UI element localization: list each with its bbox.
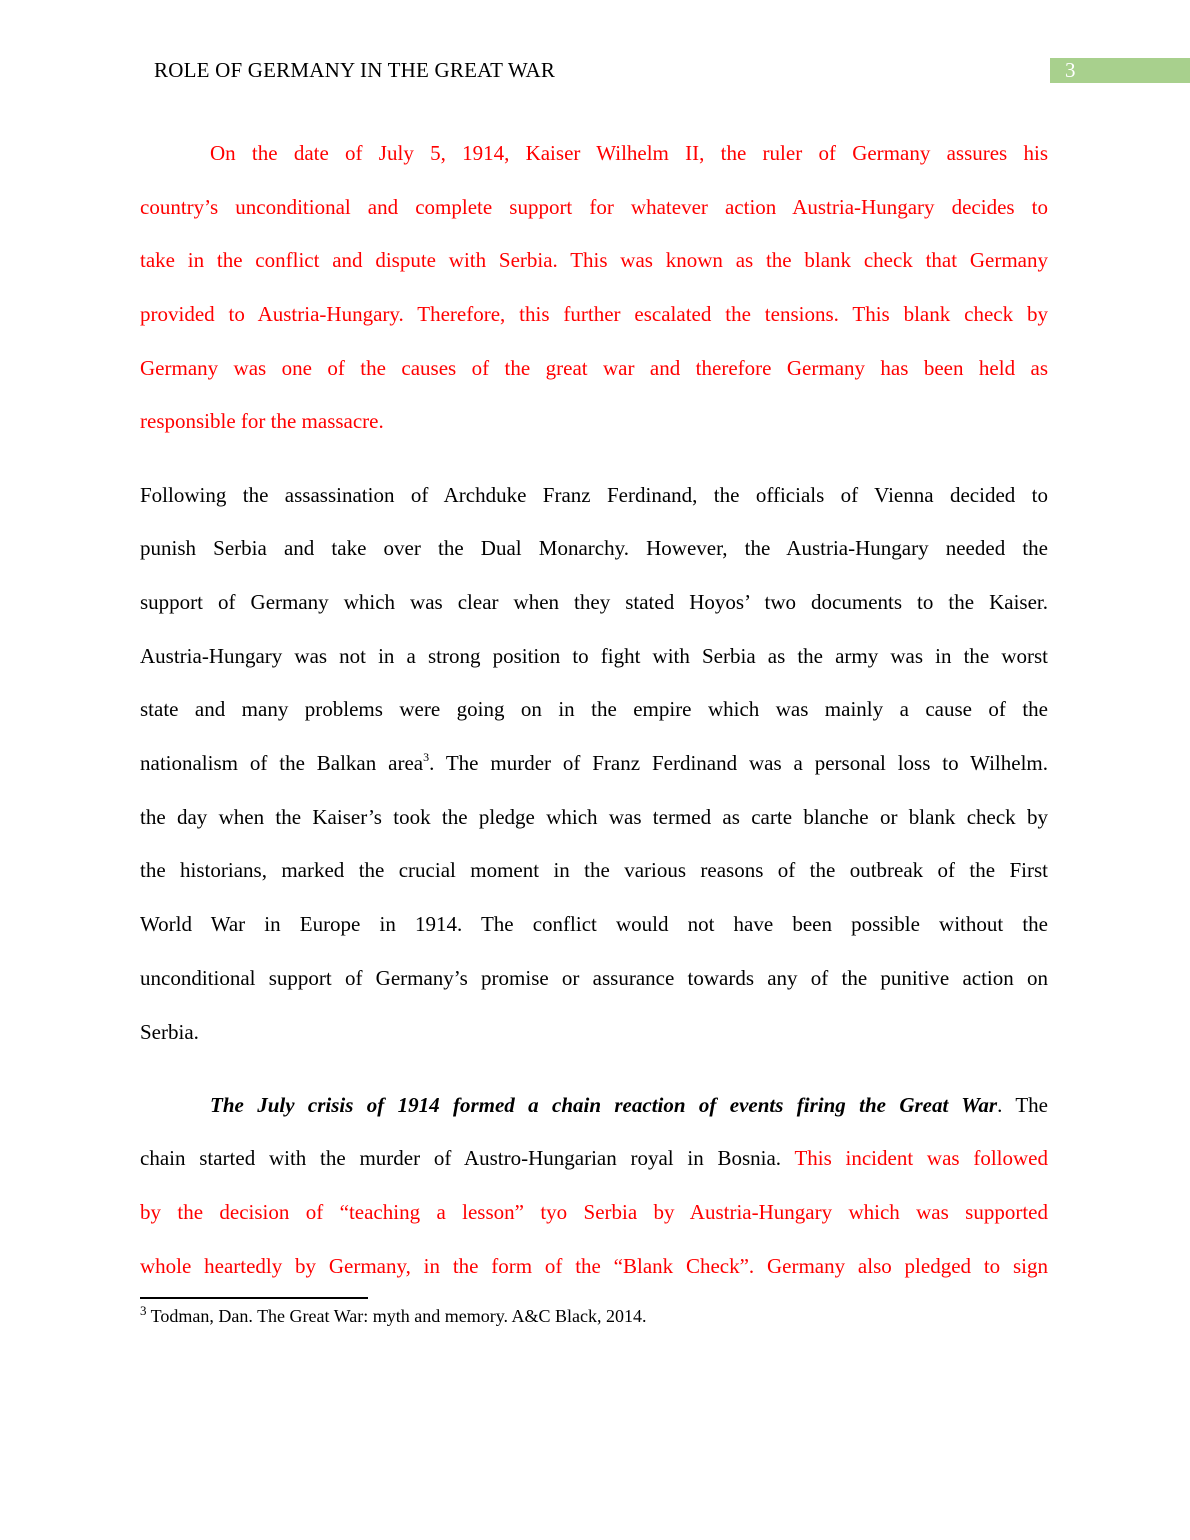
- text-line: [140, 1249, 1048, 1303]
- text-line: [140, 243, 1048, 297]
- text-segment: . The murder of Franz Ferdinand was a personal loss to Wilhelm.: [429, 751, 1049, 776]
- text-segment: nationalism of the Balkan area: [140, 751, 424, 776]
- text-segment: punish Serbia and take over the Dual Monarchy. However, the Austria-Hungary needed the: [140, 536, 1048, 561]
- text-line: [140, 1195, 1048, 1249]
- text-segment: the day when the Kaiser’s took the pledge which was termed as carte blanche or blank check by: [140, 804, 1048, 829]
- text-segment: provided to Austria-Hungary. Therefore, this further escalated the tensions. This blank check by: [140, 302, 1048, 327]
- text-segment: state and many problems were going on in the empire which was mainly a cause of the: [140, 697, 1048, 722]
- text-segment: chain started with the murder of Austro-Hungarian royal in Bosnia.: [140, 1146, 795, 1171]
- text-line: [140, 800, 1048, 854]
- text-segment: Austria-Hungary was not in a strong position to fight with Serbia as the army was in the worst: [140, 643, 1048, 668]
- text-segment: This incident was followed: [794, 1146, 1048, 1171]
- footnote-number: 3: [140, 1303, 147, 1318]
- text-line: [140, 404, 1048, 458]
- text-segment: On the date of July 5, 1914, Kaiser Wilhelm II, the ruler of Germany assures his: [210, 141, 1048, 165]
- text-segment: World War in Europe in 1914. The conflict would not have been possible without the: [140, 912, 1048, 937]
- text-line: [140, 136, 1048, 190]
- text-segment: whole heartedly by Germany, in the form of the “Blank Check”. Germany also pledged to sign: [140, 1253, 1048, 1278]
- text-line: [140, 961, 1048, 1015]
- text-segment: unconditional support of Germany’s promise or assurance towards any of the punitive action on: [140, 965, 1048, 990]
- text-segment: . The: [997, 1092, 1048, 1117]
- text-segment: by the decision of “teaching a lesson” tyo Serbia by Austria-Hungary which was supported: [140, 1200, 1048, 1225]
- text-line: [140, 1088, 1048, 1142]
- text-line: [140, 297, 1048, 351]
- running-header-title: ROLE OF GERMANY IN THE GREAT WAR: [154, 58, 556, 82]
- text-line: [140, 351, 1048, 405]
- text-segment: Serbia.: [140, 1019, 199, 1044]
- page-number: 3: [1050, 58, 1190, 83]
- text-line: [140, 639, 1048, 693]
- text-line: [140, 531, 1048, 585]
- text-segment: support of Germany which was clear when they stated Hoyos’ two documents to the Kaiser.: [140, 590, 1048, 614]
- text-segment: The July crisis of 1914 formed a chain reaction of events firing the Great War: [210, 1092, 998, 1117]
- text-segment: take in the conflict and dispute with Serbia. This was known as the blank check that Germany: [140, 248, 1048, 273]
- text-line: [140, 190, 1048, 244]
- text-line: [140, 1141, 1048, 1195]
- paragraph: [140, 478, 1048, 1069]
- footnote-reference: 3: [423, 750, 430, 765]
- footnote: [140, 1303, 647, 1327]
- text-line: [140, 1015, 1048, 1069]
- text-segment: Following the assassination of Archduke Franz Ferdinand, the officials of Vienna decided to: [140, 482, 1048, 507]
- text-segment: Germany was one of the causes of the great war and therefore Germany has been held as: [140, 355, 1048, 380]
- text-line: [140, 585, 1048, 639]
- text-segment: country’s unconditional and complete support for whatever action Austria-Hungary decides to: [140, 194, 1048, 219]
- text-line: [140, 853, 1048, 907]
- text-line: [140, 907, 1048, 961]
- paragraph: [140, 136, 1048, 458]
- text-line: [140, 478, 1048, 532]
- footnote-text: Todman, Dan. The Great War: myth and memory. A&C Black, 2014.: [146, 1306, 647, 1326]
- text-segment: the historians, marked the crucial moment in the various reasons of the outbreak of the First: [140, 858, 1048, 883]
- paragraph: [140, 1088, 1048, 1303]
- text-line: [140, 746, 1048, 800]
- footnote-separator: [140, 1297, 368, 1299]
- document-body: [140, 136, 1048, 1322]
- text-line: [140, 692, 1048, 746]
- text-segment: responsible for the massacre.: [140, 409, 384, 434]
